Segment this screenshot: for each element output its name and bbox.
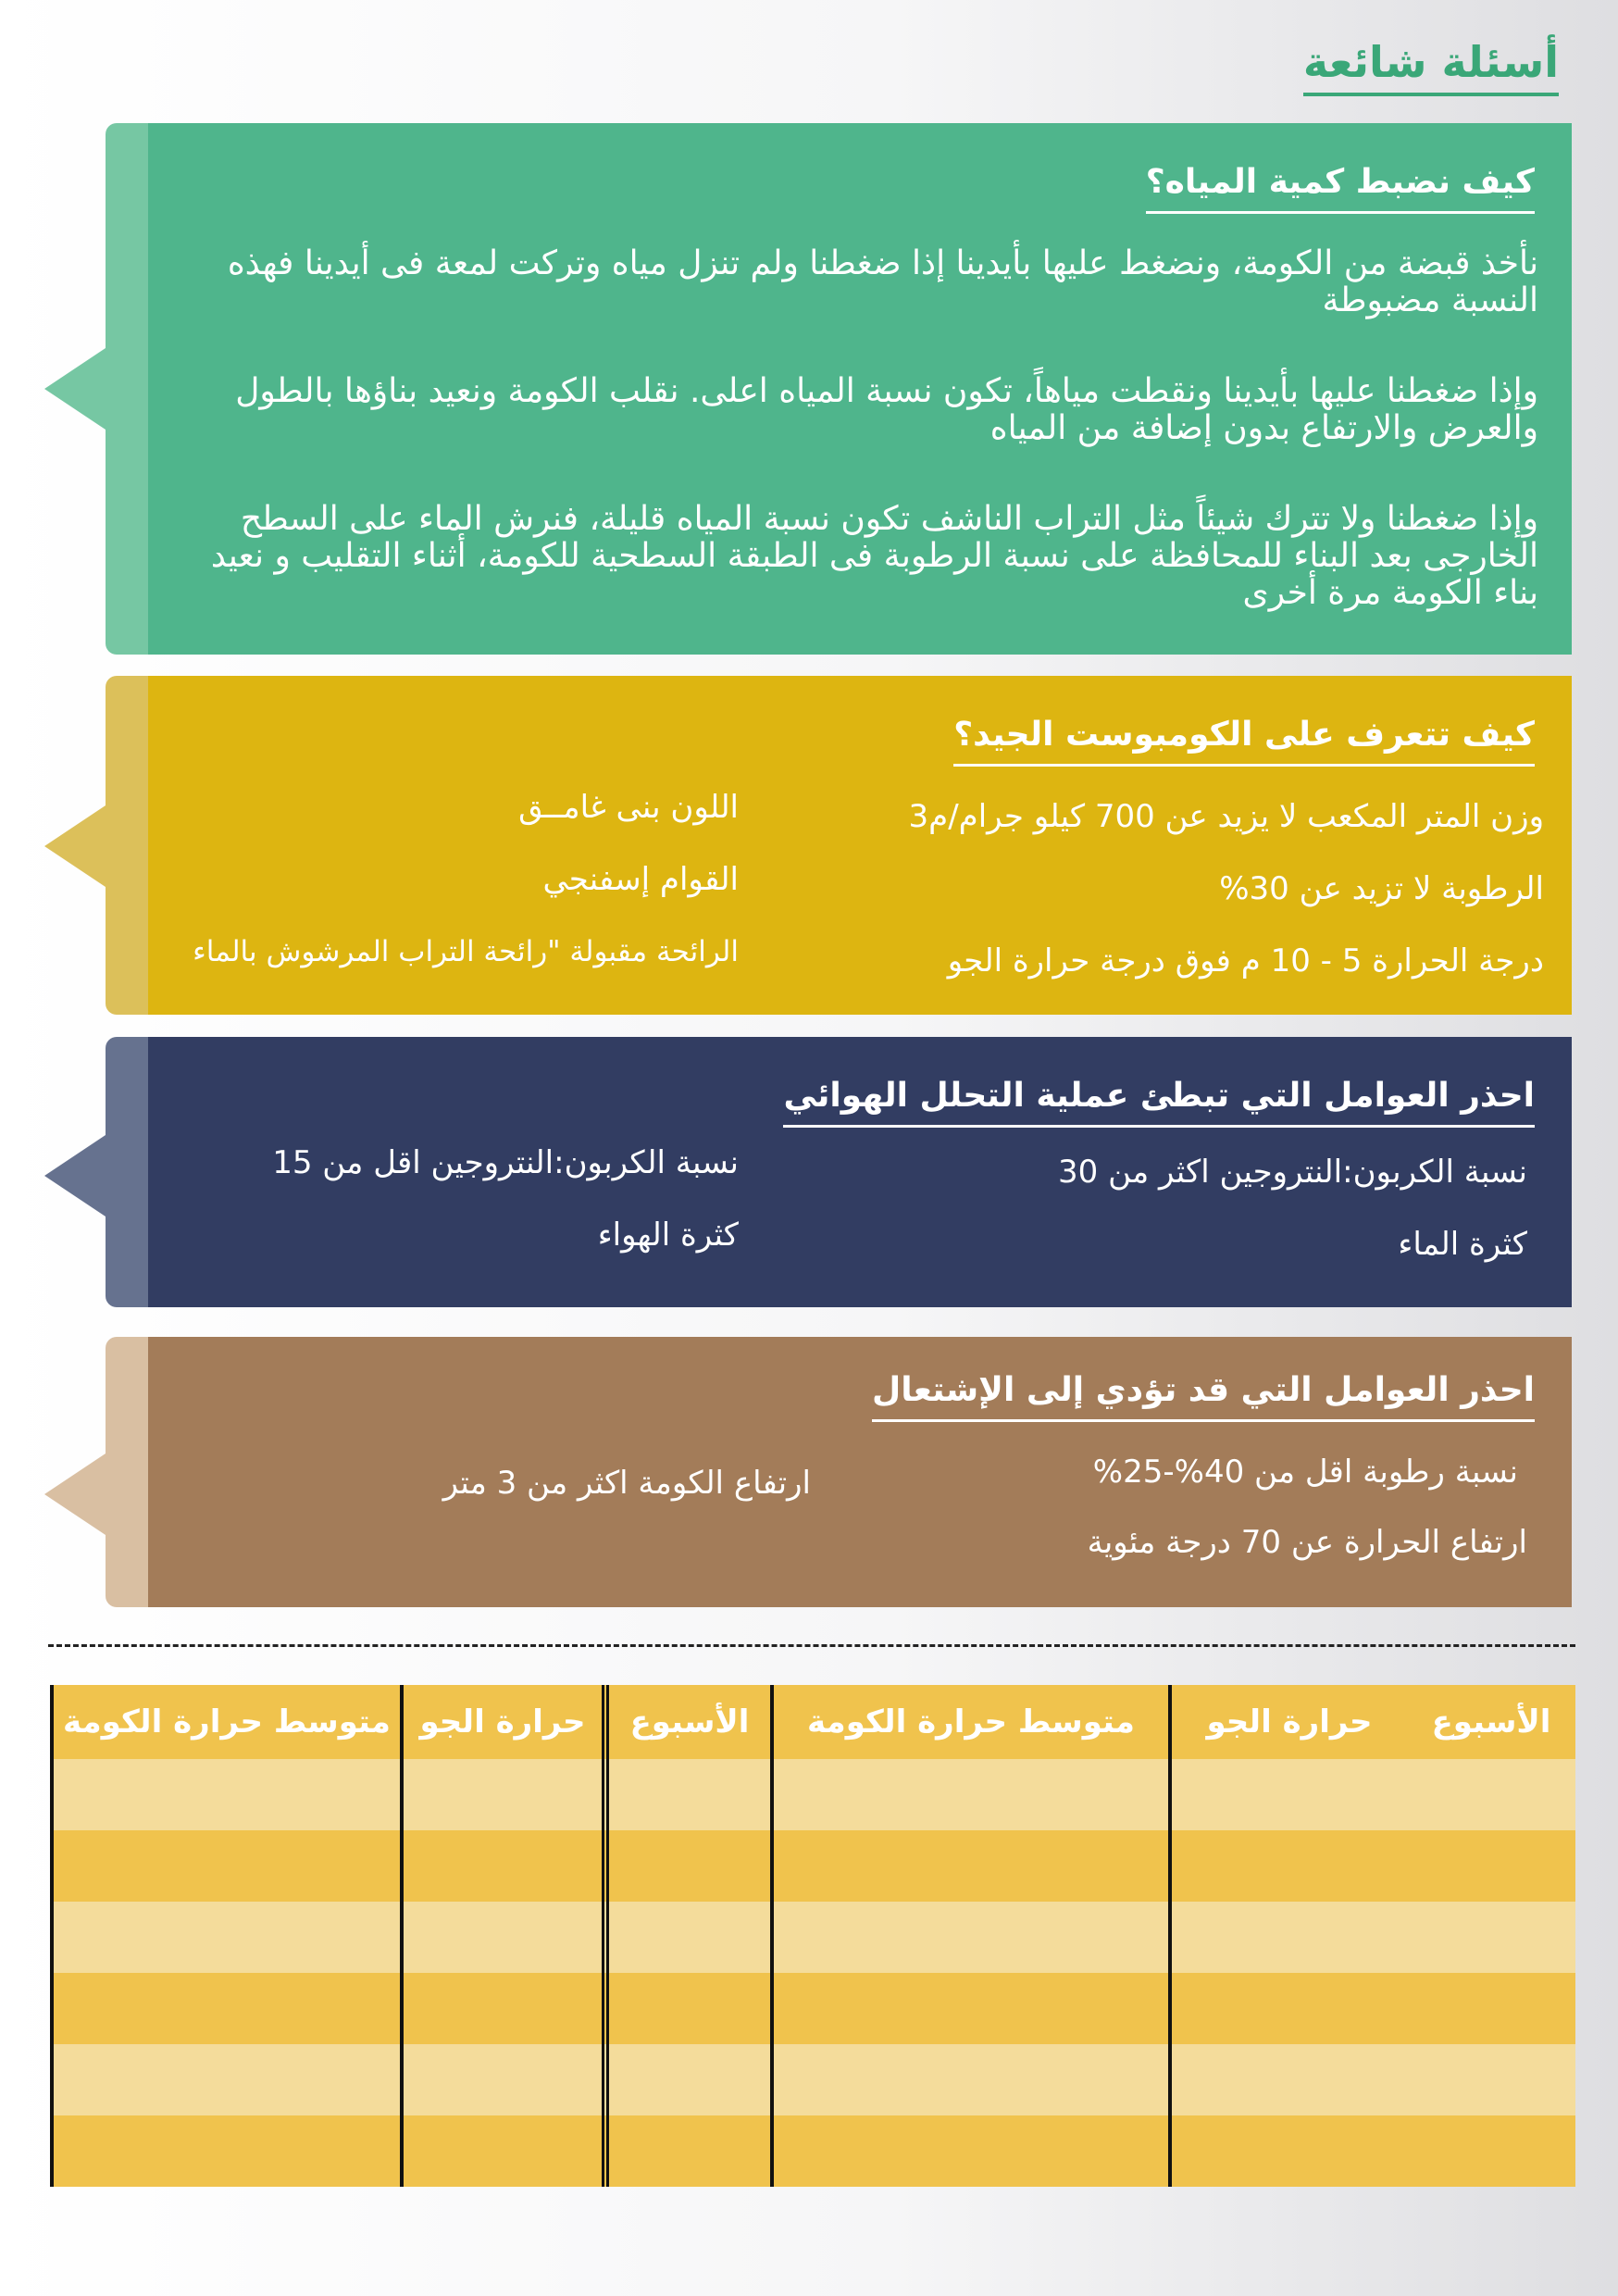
- dashed-divider: [48, 1644, 1575, 1647]
- table-cell[interactable]: [52, 2044, 402, 2115]
- factor-item: نسبة الكربون:النتروجين اكثر من 30: [1058, 1154, 1527, 1191]
- card-tab: [106, 123, 148, 655]
- card-heading: كيف نضبط كمية المياه؟: [1146, 162, 1535, 214]
- table-cell[interactable]: [605, 1830, 772, 1902]
- table-cell[interactable]: [605, 1973, 772, 2044]
- table-cell[interactable]: [605, 2115, 772, 2187]
- criteria-item: درجة الحرارة 5 - 10 م فوق درجة حرارة الجو: [947, 942, 1544, 980]
- table-cell[interactable]: [772, 1830, 1170, 1902]
- table-row: [52, 1759, 1575, 1830]
- table-cell[interactable]: [1407, 1902, 1575, 1973]
- card-body: [148, 123, 1572, 655]
- card-body: [148, 1337, 1572, 1607]
- card-paragraph: وإذا ضغطنا عليها بأيدينا ونقطت مياهاً، تكون نسبة المياه اعلى. نقلب الكومة ونعيد بناؤها بالطول والعرض والارتفاع بدون إضافة من المياه: [235, 372, 1538, 447]
- factor-item: نسبة الكربون:النتروجين اقل من 15: [272, 1144, 739, 1181]
- card-body: [148, 1037, 1572, 1307]
- table-cell[interactable]: [1170, 1973, 1407, 2044]
- table-cell[interactable]: [402, 2115, 605, 2187]
- factor-item: ارتفاع الكومة اكثر من 3 متر: [442, 1465, 811, 1502]
- card-tab: [106, 676, 148, 1015]
- card-heading: احذر العوامل التي قد تؤدي إلى الإشتعال: [872, 1370, 1535, 1422]
- table-row: [52, 2115, 1575, 2187]
- table-cell[interactable]: [52, 1973, 402, 2044]
- column-header-air-temp: حرارة الجو: [1170, 1685, 1407, 1759]
- table-cell[interactable]: [1407, 1830, 1575, 1902]
- water-card: [44, 123, 1572, 655]
- table-header-row: [52, 1685, 1575, 1759]
- table-row: [52, 1830, 1575, 1902]
- table-row: [52, 2044, 1575, 2115]
- table-cell[interactable]: [772, 1759, 1170, 1830]
- table-cell[interactable]: [1170, 2044, 1407, 2115]
- table-row: [52, 1973, 1575, 2044]
- table-cell[interactable]: [772, 1902, 1170, 1973]
- card-paragraph: وإذا ضغطنا ولا تترك شيئاً مثل التراب الناشف تكون نسبة المياه قليلة، فنرش الماء على السطح الخارجى بعد البناء للمحافظة على نسبة الرطوبة فى الطبقة السطحية للكومة، أثناء التقليب و نعيد بناء الكومة مرة أخرى: [210, 500, 1538, 612]
- column-header-week: الأسبوع: [605, 1685, 772, 1759]
- ignition-factors-card: [44, 1337, 1572, 1607]
- table-cell[interactable]: [772, 1973, 1170, 2044]
- criteria-item: القوام إسفنجي: [542, 861, 739, 898]
- table-cell[interactable]: [1170, 1830, 1407, 1902]
- factor-item: ارتفاع الحرارة عن 70 درجة مئوية: [1087, 1524, 1527, 1561]
- factor-item: نسبة رطوبة اقل من 40%-25%: [1092, 1454, 1518, 1491]
- temperature-log-table: [50, 1685, 1575, 2187]
- table-cell[interactable]: [52, 2115, 402, 2187]
- table-cell[interactable]: [605, 2044, 772, 2115]
- table-cell[interactable]: [605, 1902, 772, 1973]
- criteria-item: وزن المتر المكعب لا يزيد عن 700 كيلو جرام/م3: [908, 798, 1544, 835]
- column-header-pile-temp: متوسط حرارة الكومة: [52, 1685, 402, 1759]
- column-header-week: الأسبوع: [1407, 1685, 1575, 1759]
- page-title: أسئلة شائعة: [1303, 35, 1559, 96]
- table-cell[interactable]: [772, 2044, 1170, 2115]
- table-cell[interactable]: [1170, 1902, 1407, 1973]
- card-pointer: [44, 1135, 106, 1217]
- table-cell[interactable]: [1170, 2115, 1407, 2187]
- table-cell[interactable]: [402, 2044, 605, 2115]
- card-paragraph: نأخذ قبضة من الكومة، ونضغط عليها بأيدينا إذا ضغطنا ولم تنزل مياه وتركت لمعة فى أيدينا فهذه النسبة مضبوطة: [227, 244, 1538, 319]
- good-compost-card: [44, 676, 1572, 1015]
- table-cell[interactable]: [402, 1902, 605, 1973]
- table-row: [52, 1902, 1575, 1973]
- card-tab: [106, 1337, 148, 1607]
- table-cell[interactable]: [52, 1830, 402, 1902]
- table-cell[interactable]: [772, 2115, 1170, 2187]
- card-pointer: [44, 805, 106, 887]
- table-cell[interactable]: [1407, 1973, 1575, 2044]
- slow-factors-card: [44, 1037, 1572, 1307]
- table-cell[interactable]: [605, 1759, 772, 1830]
- factor-item: كثرة الهواء: [597, 1217, 739, 1254]
- table-cell[interactable]: [1407, 1759, 1575, 1830]
- card-pointer: [44, 1454, 106, 1535]
- table-cell[interactable]: [52, 1759, 402, 1830]
- table-cell[interactable]: [1407, 2115, 1575, 2187]
- table-cell[interactable]: [402, 1973, 605, 2044]
- table-cell[interactable]: [402, 1759, 605, 1830]
- criteria-item: الرائحة مقبولة "رائحة التراب المرشوش بالماء: [193, 935, 739, 968]
- table-cell[interactable]: [52, 1902, 402, 1973]
- card-heading: احذر العوامل التي تبطئ عملية التحلل الهوائي: [783, 1076, 1535, 1128]
- table-cell[interactable]: [1170, 1759, 1407, 1830]
- table-cell[interactable]: [402, 1830, 605, 1902]
- criteria-item: الرطوبة لا تزيد عن 30%: [1219, 870, 1544, 907]
- card-pointer: [44, 348, 106, 430]
- column-header-air-temp: حرارة الجو: [402, 1685, 605, 1759]
- table-cell[interactable]: [1407, 2044, 1575, 2115]
- card-tab: [106, 1037, 148, 1307]
- criteria-item: اللون بنى غامــق: [518, 789, 739, 826]
- card-heading: كيف تتعرف على الكومبوست الجيد؟: [953, 715, 1535, 767]
- column-header-pile-temp: متوسط حرارة الكومة: [772, 1685, 1170, 1759]
- factor-item: كثرة الماء: [1398, 1226, 1527, 1263]
- card-body: [148, 676, 1572, 1015]
